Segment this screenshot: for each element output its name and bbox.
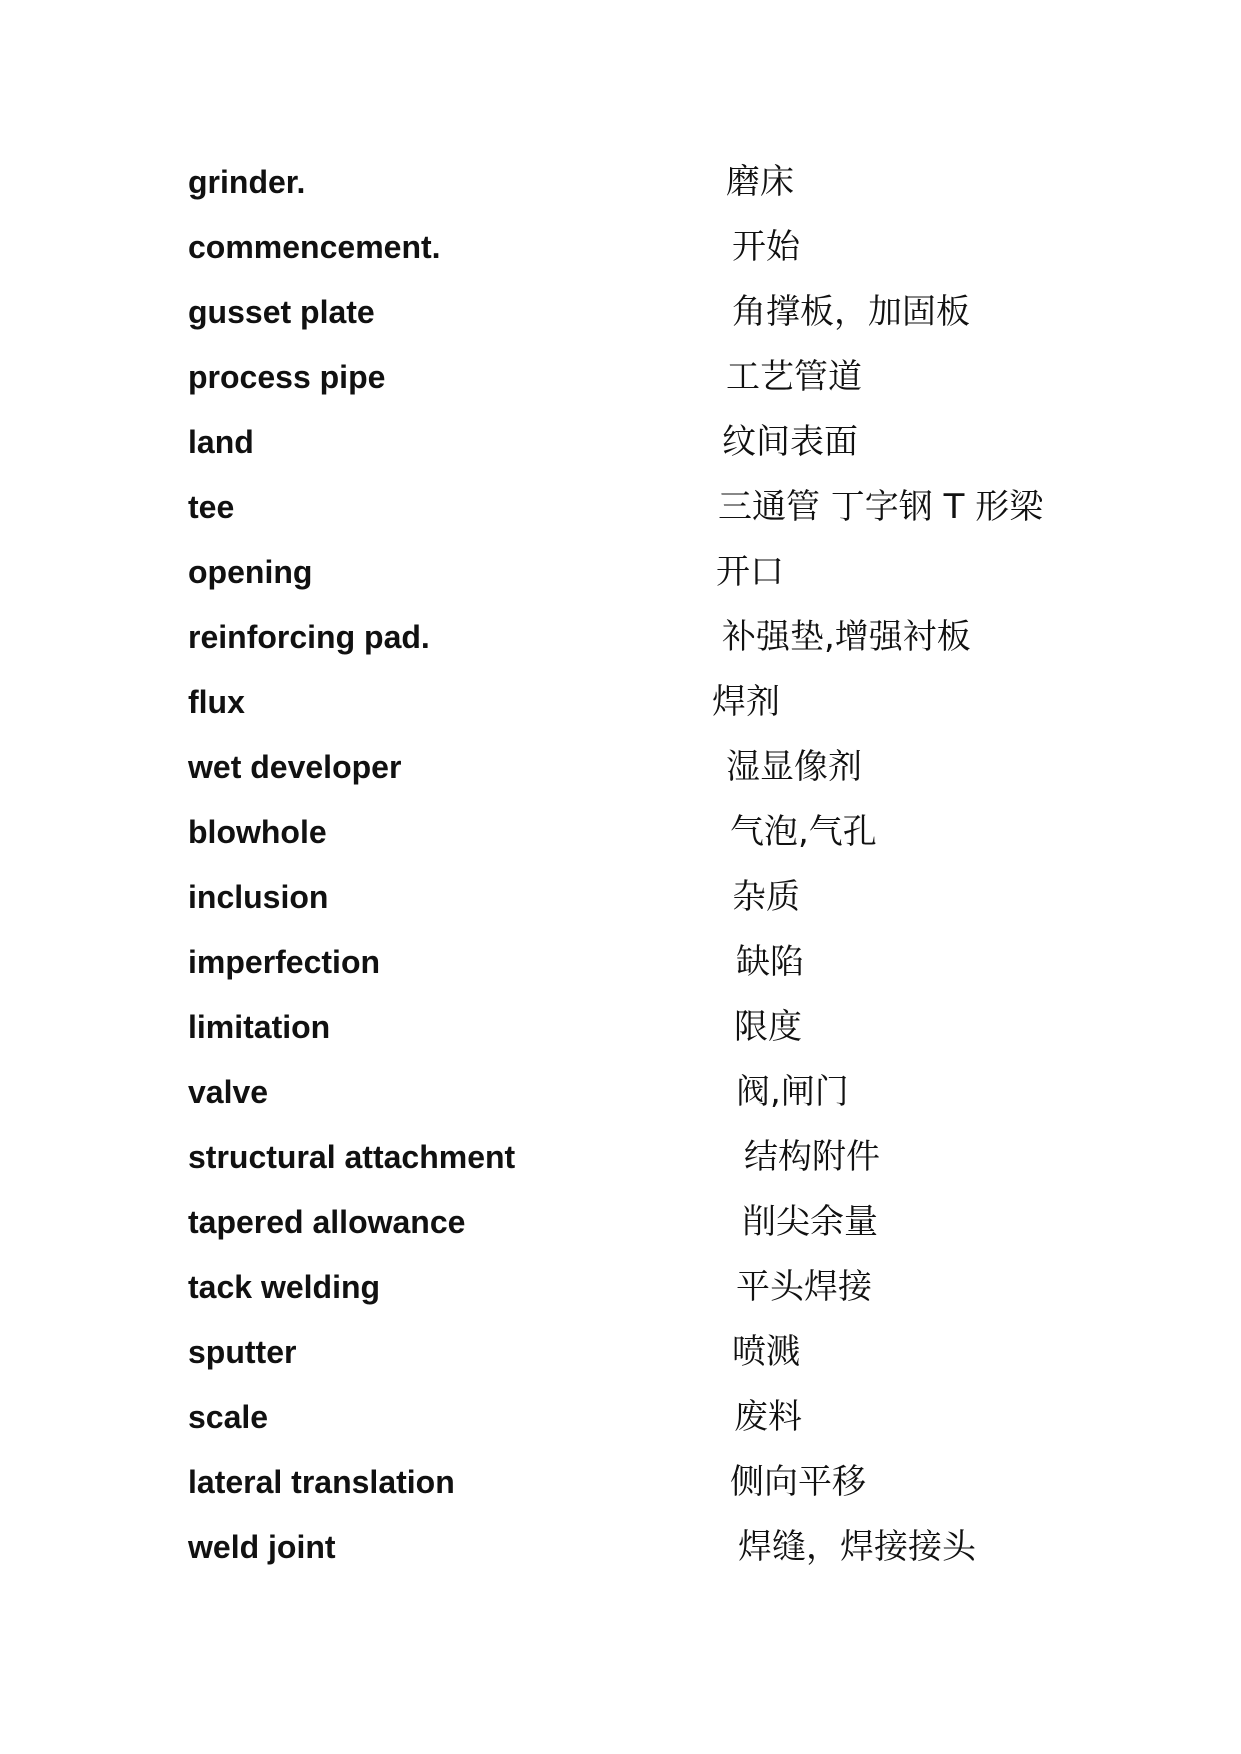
term-en: grinder.: [188, 164, 306, 200]
term-en: lateral translation: [188, 1464, 455, 1500]
term-zh: 废料: [734, 1397, 802, 1437]
glossary-row: [188, 1200, 1088, 1265]
term-zh: 削尖余量: [742, 1202, 878, 1242]
glossary-row: [188, 940, 1088, 1005]
term-zh: 开口: [716, 552, 784, 592]
term-en: tapered allowance: [188, 1204, 466, 1240]
term-zh: 纹间表面: [722, 422, 858, 462]
glossary-row: [188, 290, 1088, 355]
glossary-row: [188, 225, 1088, 290]
glossary-row: [188, 485, 1088, 550]
glossary-row: [188, 810, 1088, 875]
term-zh: 气泡,气孔: [730, 812, 877, 852]
term-zh: 湿显像剂: [726, 747, 862, 787]
term-en: reinforcing pad.: [188, 619, 430, 655]
term-zh: 阀,闸门: [736, 1072, 849, 1112]
term-en: inclusion: [188, 879, 329, 915]
glossary-row: [188, 550, 1088, 615]
glossary-row: [188, 160, 1088, 225]
term-en: weld joint: [188, 1529, 336, 1565]
term-en: opening: [188, 554, 313, 590]
term-en: land: [188, 424, 254, 460]
term-en: commencement.: [188, 229, 441, 265]
glossary-row: [188, 745, 1088, 810]
term-zh: 工艺管道: [726, 357, 862, 397]
term-en: wet developer: [188, 749, 402, 785]
term-zh: 角撑板，加固板: [732, 292, 970, 332]
glossary-row: [188, 615, 1088, 680]
term-en: blowhole: [188, 814, 327, 850]
term-en: sputter: [188, 1334, 297, 1370]
term-zh: 杂质: [732, 877, 800, 917]
term-en: scale: [188, 1399, 269, 1435]
term-en: structural attachment: [188, 1139, 516, 1175]
term-zh: 结构附件: [744, 1137, 880, 1177]
glossary-row: [188, 420, 1088, 485]
term-zh: 补强垫,增强衬板: [722, 617, 971, 657]
glossary-row: [188, 1070, 1088, 1135]
term-zh: 平头焊接: [736, 1267, 872, 1307]
glossary-row: [188, 1460, 1088, 1525]
term-en: imperfection: [188, 944, 381, 980]
glossary-row: [188, 680, 1088, 745]
term-en: process pipe: [188, 359, 386, 395]
term-en: flux: [188, 684, 245, 720]
term-zh: 开始: [732, 227, 800, 267]
glossary-row: [188, 1135, 1088, 1200]
glossary-list: [188, 160, 1088, 1590]
glossary-row: [188, 875, 1088, 940]
term-en: valve: [188, 1074, 269, 1110]
glossary-row: [188, 355, 1088, 420]
glossary-row: [188, 1265, 1088, 1330]
glossary-row: [188, 1525, 1088, 1590]
term-en: tee: [188, 489, 235, 525]
glossary-row: [188, 1395, 1088, 1460]
term-en: tack welding: [188, 1269, 381, 1305]
glossary-row: [188, 1005, 1088, 1070]
term-en: limitation: [188, 1009, 331, 1045]
term-zh: 焊剂: [712, 682, 780, 722]
term-zh: 缺陷: [736, 942, 804, 982]
term-zh: 侧向平移: [730, 1462, 866, 1502]
term-zh: 三通管 丁字钢 T 形梁: [718, 487, 1044, 527]
term-en: gusset plate: [188, 294, 375, 330]
term-zh: 喷溅: [732, 1332, 800, 1372]
term-zh: 磨床: [726, 162, 794, 202]
glossary-row: [188, 1330, 1088, 1395]
term-zh: 焊缝，焊接接头: [738, 1527, 976, 1567]
term-zh: 限度: [734, 1007, 802, 1047]
